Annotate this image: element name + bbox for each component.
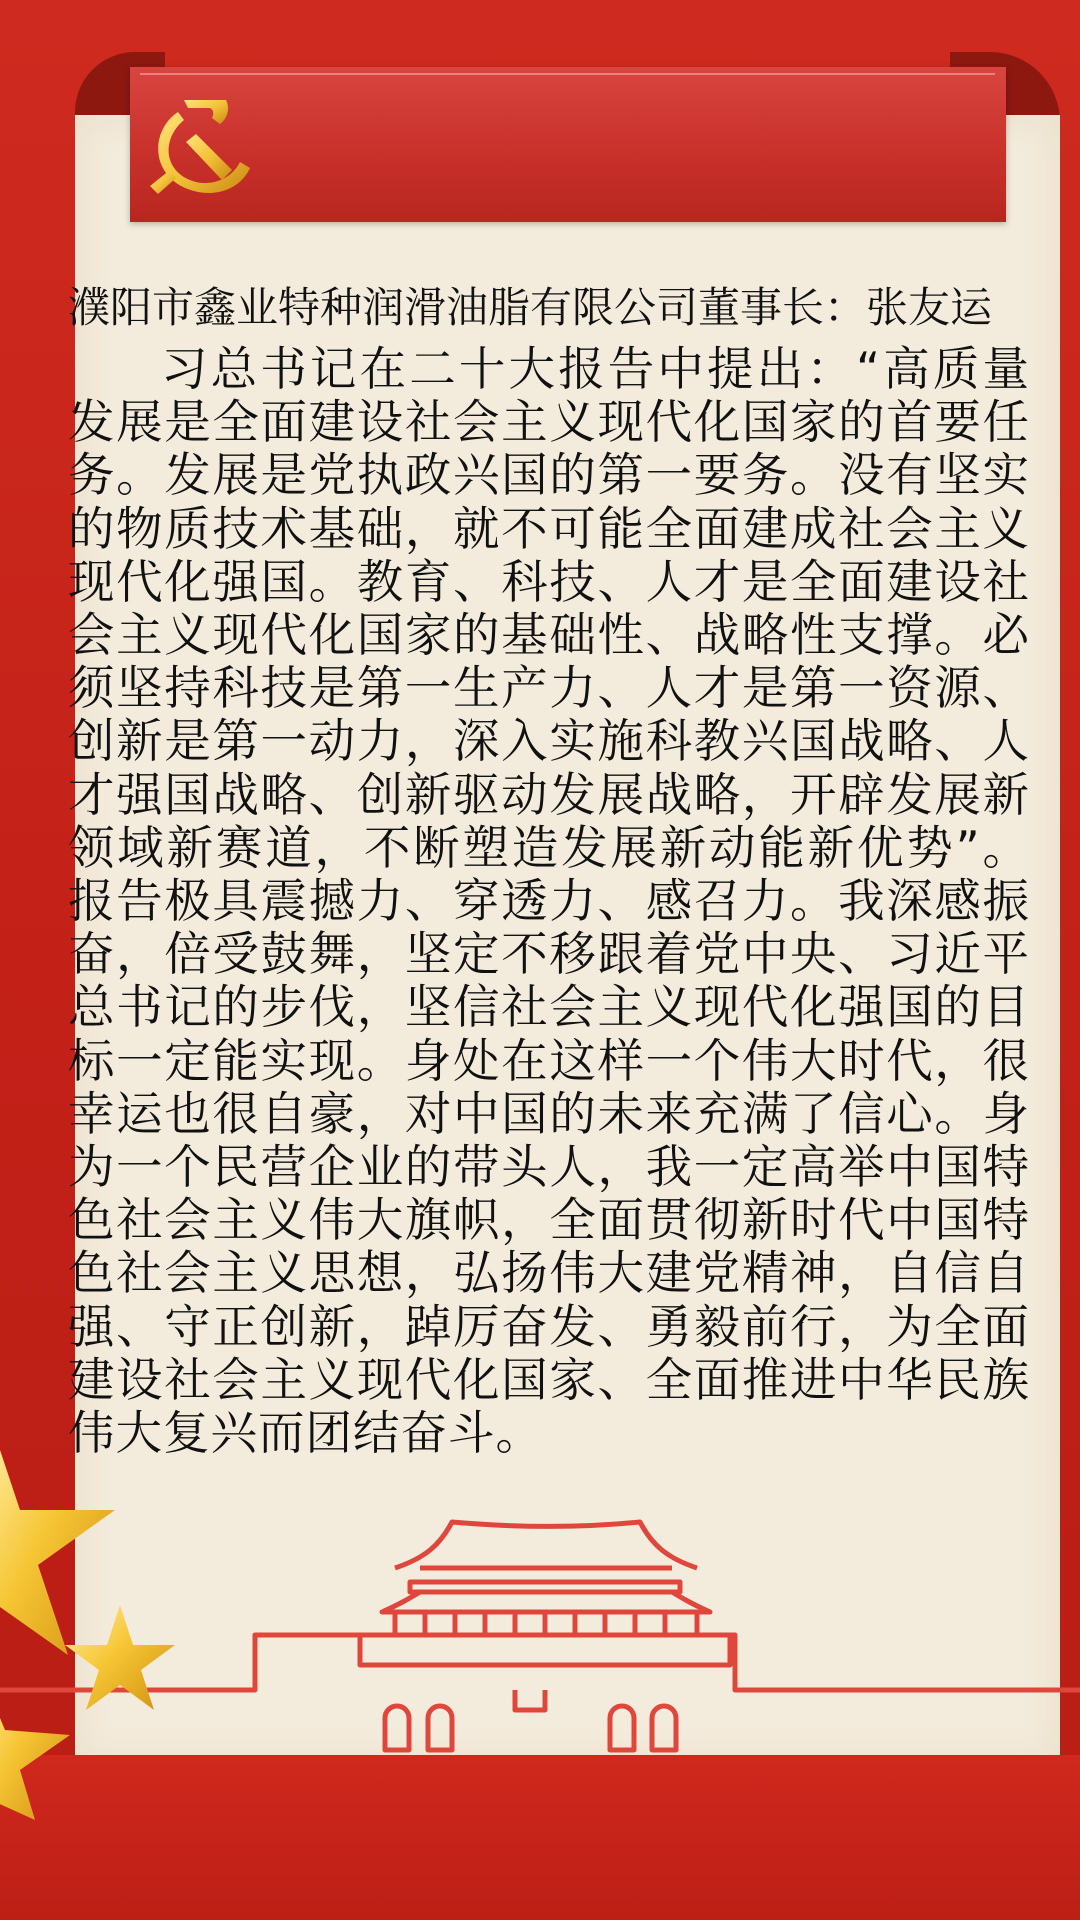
article-body: 习总书记在二十大报告中提出：“高质量发展是全面建设社会主义现代化国家的首要任务。发展是党执政兴国的第一要务。没有坚实的物质技术基础，就不可能全面建成社会主义现代化强国。教育、科技、人才是全面建设社会主义现代化国家的基础性、战略性支撑。必须坚持科技是第一生产力、人才是第一资源、创新是第一动力，深入实施科教兴国战略、人才强国战略、创新驱动发展战略，开辟发展新领域新赛道，不断塑造发展新动能新优势”。报告极具震撼力、穿透力、感召力。我深感振奋，倍受鼓舞，坚定不移跟着党中央、习近平总书记的步伐，坚信社会主义现代化强国的目标一定能实现。身处在这样一个伟大时代，很幸运也很自豪，对中国的未来充满了信心。身为一个民营企业的带头人，我一定高举中国特色社会主义伟大旗帜，全面贯彻新时代中国特色社会主义思想，弘扬伟大建党精神，自信自强、守正创新，踔厉奋发、勇毅前行，为全面建设社会主义现代化国家、全面推进中华民族伟大复兴而团结奋斗。 [68,342,1030,1461]
hammer-sickle-icon [140,90,260,205]
banner-highlight-line [140,73,995,75]
author-byline: 濮阳市鑫业特种润滑油脂有限公司董事长：张友运 [68,283,993,332]
gold-star-icon [0,1400,230,1820]
header-banner [130,67,1006,222]
